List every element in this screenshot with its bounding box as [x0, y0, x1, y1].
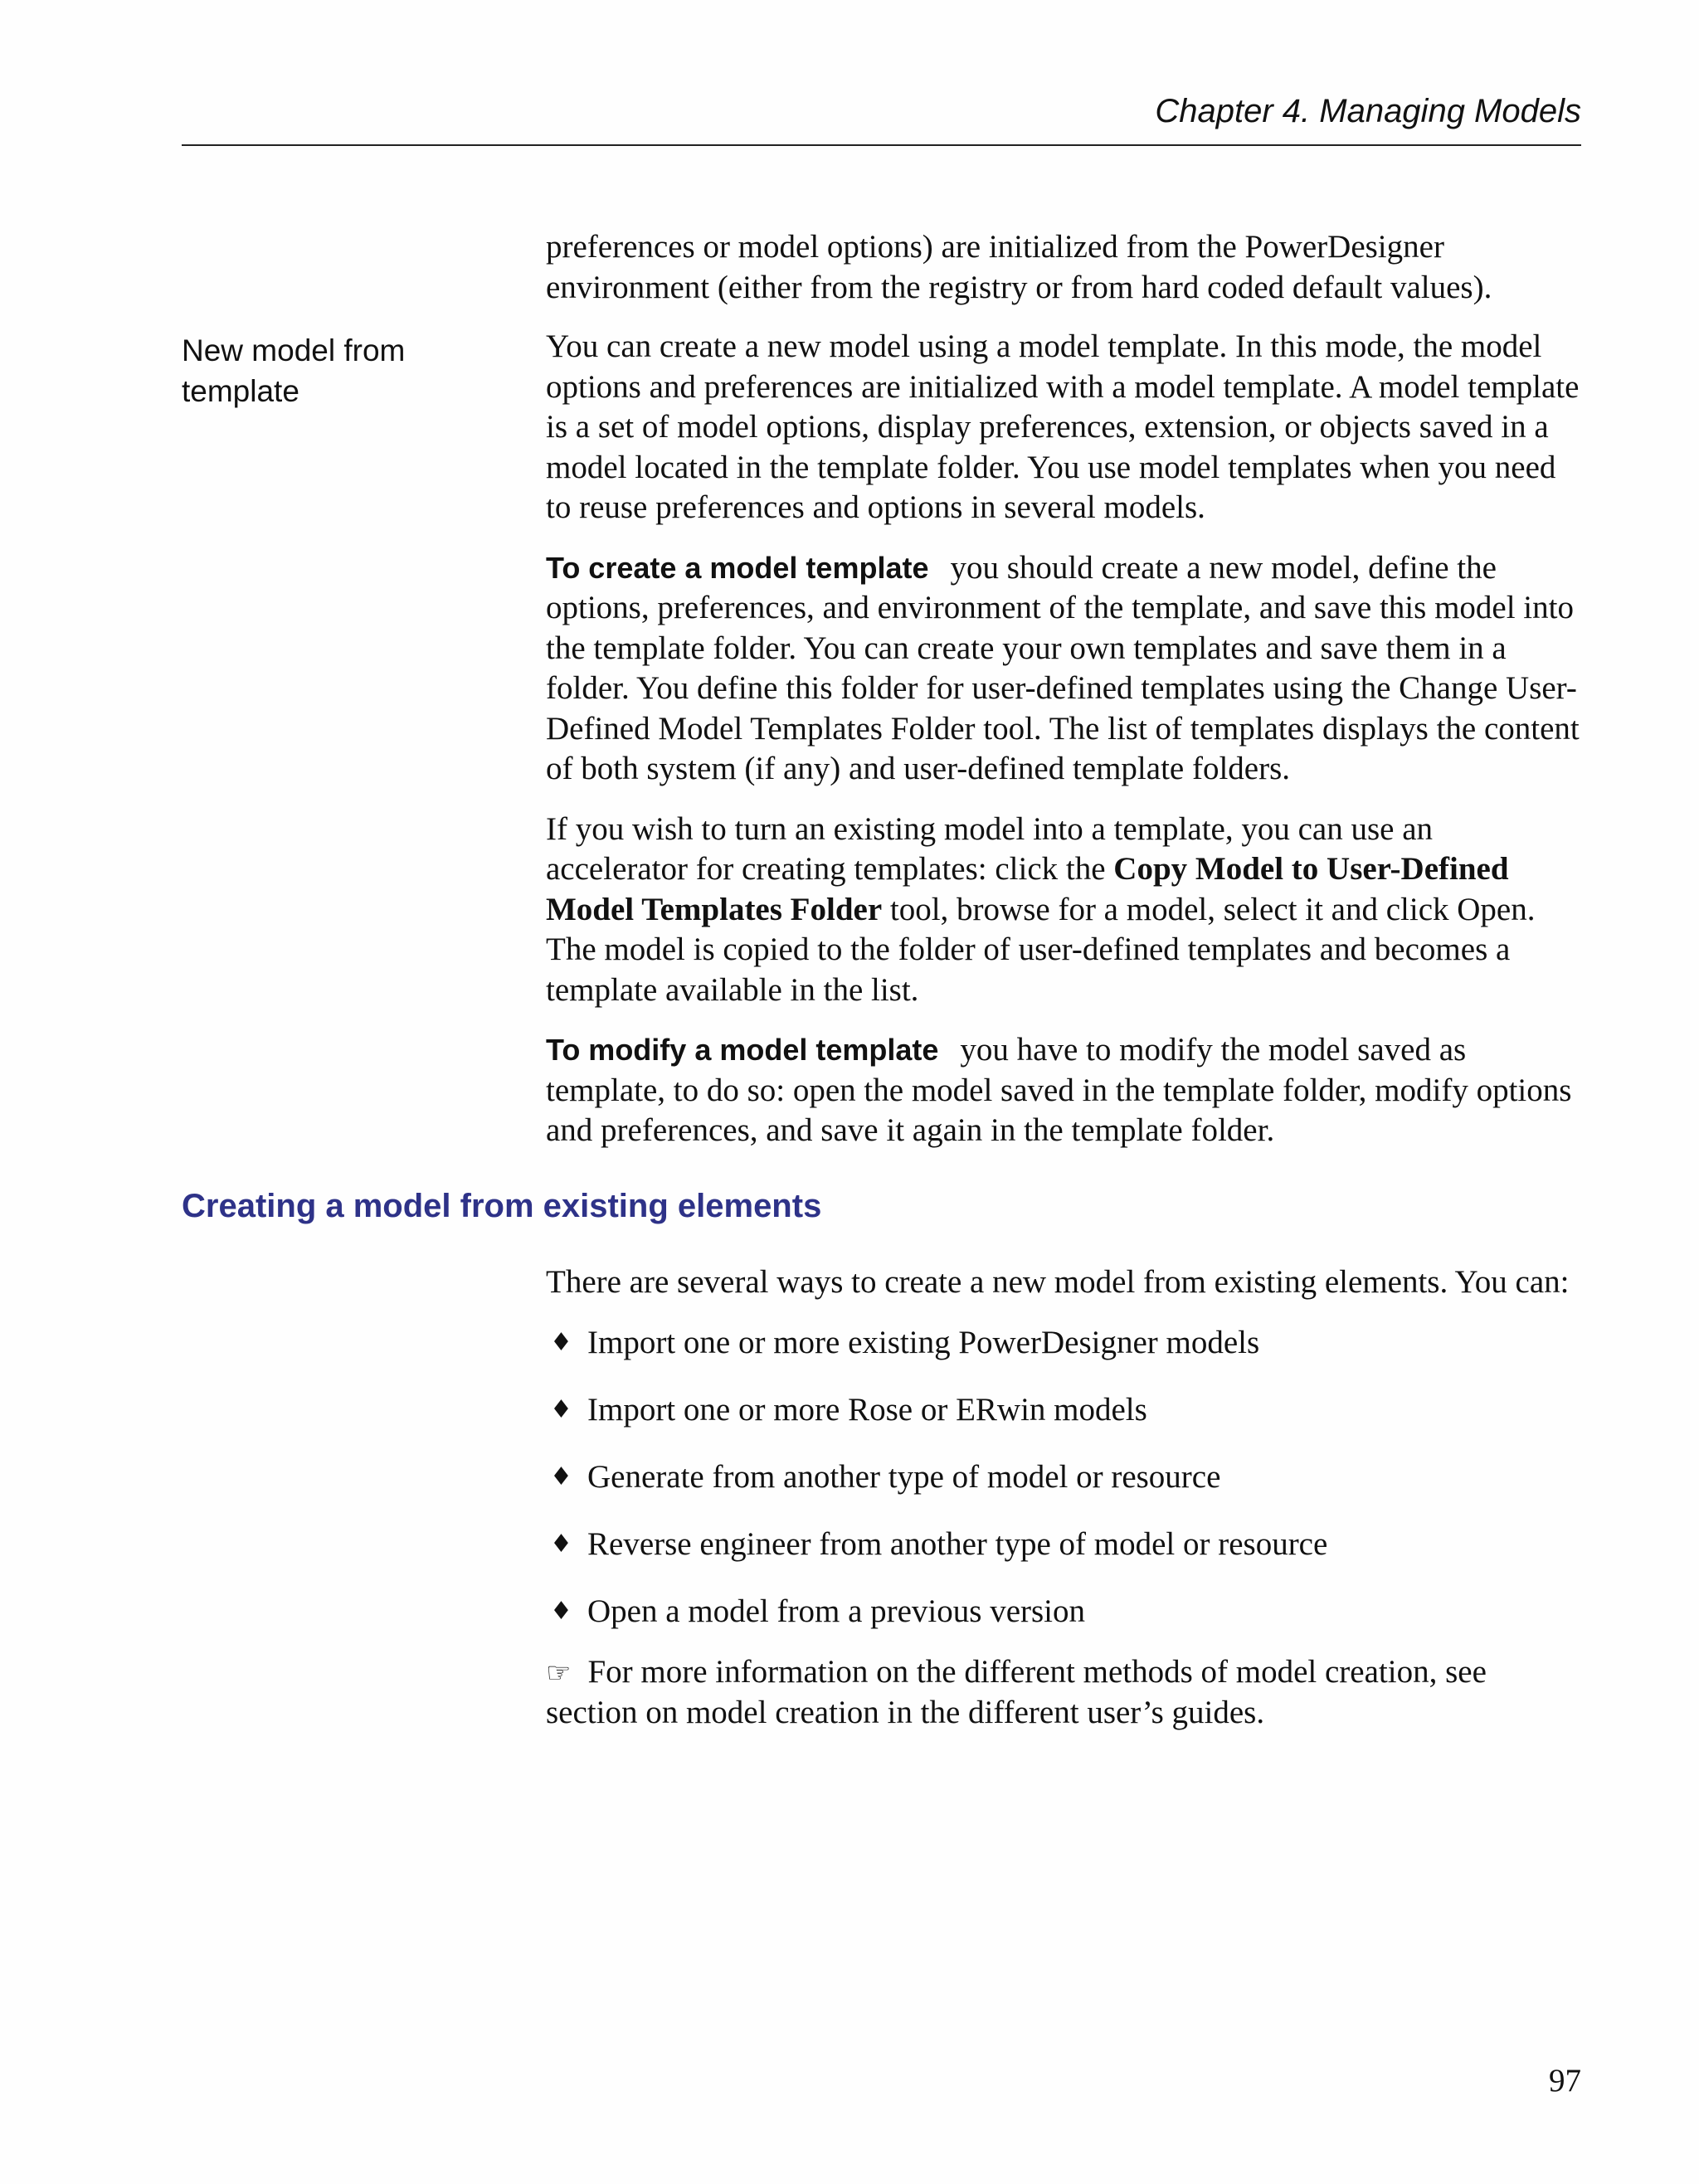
section-intro: There are several ways to create a new model from existing elements. You can: — [546, 1264, 1570, 1300]
diamond-bullet-icon: ♦ — [550, 1462, 572, 1491]
modify-template-runin: To modify a model template — [546, 1033, 939, 1067]
copy-model-tool-name: Copy Model to User-Defined Model Templates Folder — [546, 851, 1509, 927]
existing-model-paragraph — [546, 810, 1581, 1011]
diamond-bullet-icon: ♦ — [550, 1327, 572, 1357]
pointing-hand-icon: ☞ — [546, 1656, 572, 1690]
side-label-new-model-from-template: New model from template — [182, 333, 406, 408]
existing-elements-section — [546, 1262, 1581, 1734]
diamond-bullet-icon: ♦ — [550, 1529, 572, 1559]
existing-model-text-before: If you wish to turn an existing model into a template, you can use an accelerator for creating templates: click the — [546, 810, 1434, 887]
diamond-bullet-icon: ♦ — [550, 1596, 572, 1626]
diamond-bullet-icon: ♦ — [550, 1394, 572, 1424]
create-template-text: you should create a new model, define the options, preferences, and environment of the template, and save this model into the template folder. You can create your own templates and save them in a folder. You define this folder for user-defined templates using the Change User-Defined Model Templates Folder tool. The list of templates displays the content of both system (if any) and user-defined template folders. — [546, 549, 1580, 786]
creation-methods-list — [546, 1323, 1581, 1659]
template-section — [546, 327, 1581, 1151]
more-info-text: For more information on the different methods of model creation, see section on model creation in the different user’s guides. — [546, 1653, 1487, 1730]
list-item: ♦ Reverse engineer from another type of model or resource — [546, 1525, 1581, 1592]
template-paragraph: You can create a new model using a model template. In this mode, the model options and preferences are initialized with a model template. A model template is a set of model options, display preferences, extension, or objects saved in a model located in the template folder. You use model templates when you need to reuse preferences and options in several models. — [546, 328, 1580, 525]
modify-template-text: you have to modify the model saved as template, to do so: open the model saved in the template folder, modify options and preferences, and save it again in the template folder. — [546, 1032, 1572, 1148]
chapter-title: Chapter 4. Managing Models — [1155, 93, 1581, 129]
list-item: ♦ Import one or more existing PowerDesigner models — [546, 1323, 1581, 1390]
list-item: ♦ Generate from another type of model or resource — [546, 1457, 1581, 1525]
create-template-runin: To create a model template — [546, 550, 929, 585]
page-number: 97 — [1549, 2063, 1581, 2099]
intro-continuation: preferences or model options) are initialized from the PowerDesigner environment (either from the registry or from hard coded default values). — [546, 229, 1492, 305]
list-item: ♦ Import one or more Rose or ERwin models — [546, 1390, 1581, 1457]
page-header — [182, 90, 1581, 146]
more-info-note — [546, 1652, 1581, 1734]
list-item: ♦ Open a model from a previous version — [546, 1592, 1581, 1659]
intro-continuation-block — [546, 227, 1581, 308]
modify-template-paragraph — [546, 1030, 1581, 1151]
create-template-paragraph — [546, 548, 1581, 790]
section-heading: Creating a model from existing elements — [182, 1188, 822, 1224]
existing-model-text-after: tool, browse for a model, select it and click Open. The model is copied to the folder of user-defined templates and becomes a template available in the list. — [546, 891, 1536, 1008]
